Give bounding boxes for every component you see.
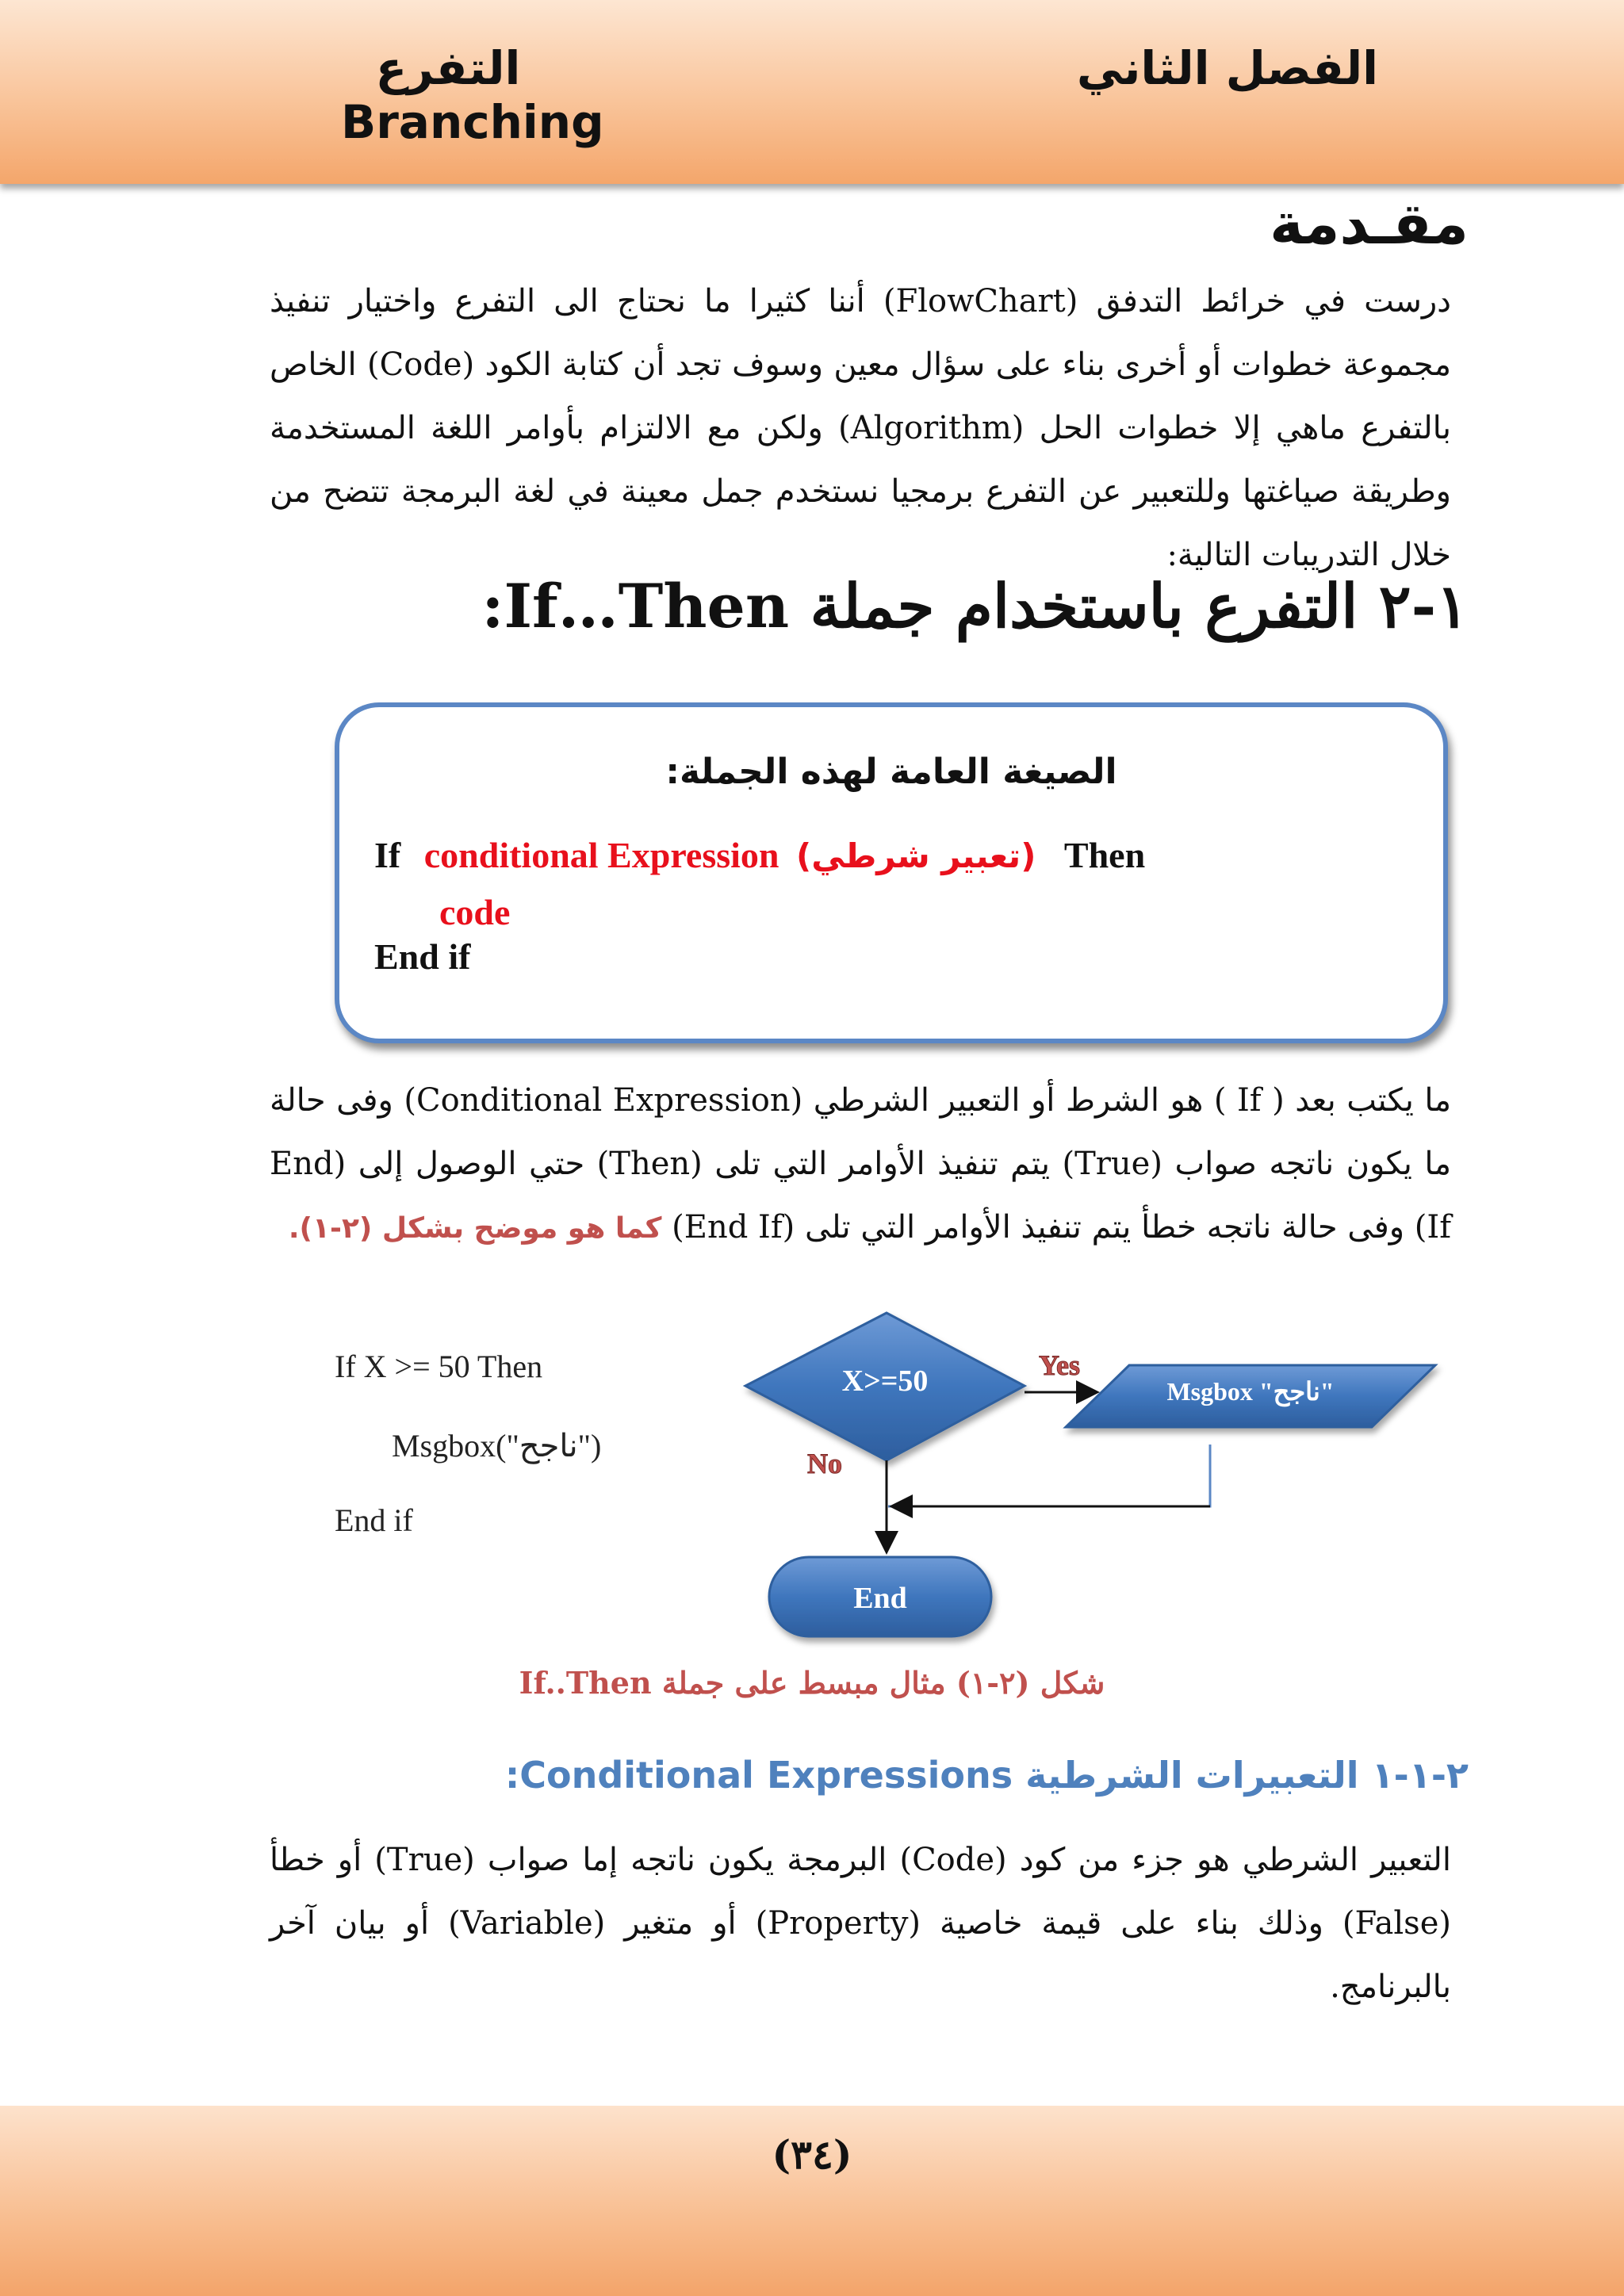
topic-title-arabic: التفرع — [375, 41, 521, 95]
explanation-text: ما يكتب بعد ( If ) هو الشرط أو التعبير الشرطي (Conditional Expression) وفى حالة ما يكون ناتجه صواب (True) يتم تنفيذ الأوامر التي تلى (Then) حتي الوصول إلى (End If) وفى حالة ناتجه خطأ يتم تنفيذ الأوامر التي تلى (End If) — [270, 1082, 1452, 1246]
conditional-expression: conditional Expression — [423, 835, 779, 875]
end-label: End — [853, 1582, 907, 1615]
page-number: (٣٤) — [772, 2131, 852, 2178]
section-heading: ١-٢ التفرع باستخدام جملة If…Then: — [481, 571, 1469, 641]
intro-heading: مقـدمة — [1270, 190, 1469, 257]
conditional-expression-arabic: (تعبير شرطي) — [796, 836, 1036, 875]
output-label: Msgbox "ناجح" — [1166, 1377, 1335, 1406]
example-code-line-2: Msgbox("ناجح") — [392, 1428, 602, 1464]
example-code-line-1: If X >= 50 Then — [335, 1349, 543, 1384]
syntax-end-if: End if — [374, 936, 471, 977]
explanation-figure-reference: كما هو موضح بشكل (٢-١). — [288, 1212, 662, 1245]
syntax-code: code — [439, 892, 511, 932]
chapter-title: الفصل الثاني — [1076, 41, 1378, 95]
decision-label: X>=50 — [841, 1364, 929, 1398]
topic-title-english: Branching — [341, 95, 604, 149]
if-keyword: If — [374, 835, 401, 875]
subsection-paragraph: التعبير الشرطي هو جزء من كود (Code) البرمجة يكون ناتجه إما صواب (True) أو خطأ (False) وذلك بناء على قيمة خاصية (Property) أو متغير (Variable) أو بيان آخر بالبرنامج. — [270, 1842, 1451, 2005]
no-label: No — [807, 1448, 842, 1479]
intro-paragraph: درست في خرائط التدفق (FlowChart) أننا كثيرا ما نحتاج الى التفرع واختيار تنفيذ مجموعة خطوات أو أخرى بناء على سؤال معين وسوف تجد أن كتابة الكود (Code) الخاص بالتفرع ماهي إلا خطوات الحل (Algorithm) ولكن مع الالتزام بأوامر اللغة المستخدمة وطريقة صياغتها وللتعبير عن التفرع برمجيا نستخدم جمل معينة في لغة البرمجة تتضح من خلال التدريبات التالية: — [270, 283, 1451, 573]
example-code-line-3: End if — [335, 1502, 413, 1538]
syntax-title: الصيغة العامة لهذه الجملة: — [665, 752, 1117, 792]
then-keyword: Then — [1063, 835, 1146, 875]
subsection-heading: ٢-١-١ التعبيرات الشرطية Conditional Expressions: — [504, 1754, 1469, 1797]
return-connector — [888, 1445, 1210, 1506]
yes-label: Yes — [1039, 1349, 1080, 1381]
figure-caption: شكل (٢-١) مثال مبسط على جملة If..Then — [519, 1665, 1105, 1701]
